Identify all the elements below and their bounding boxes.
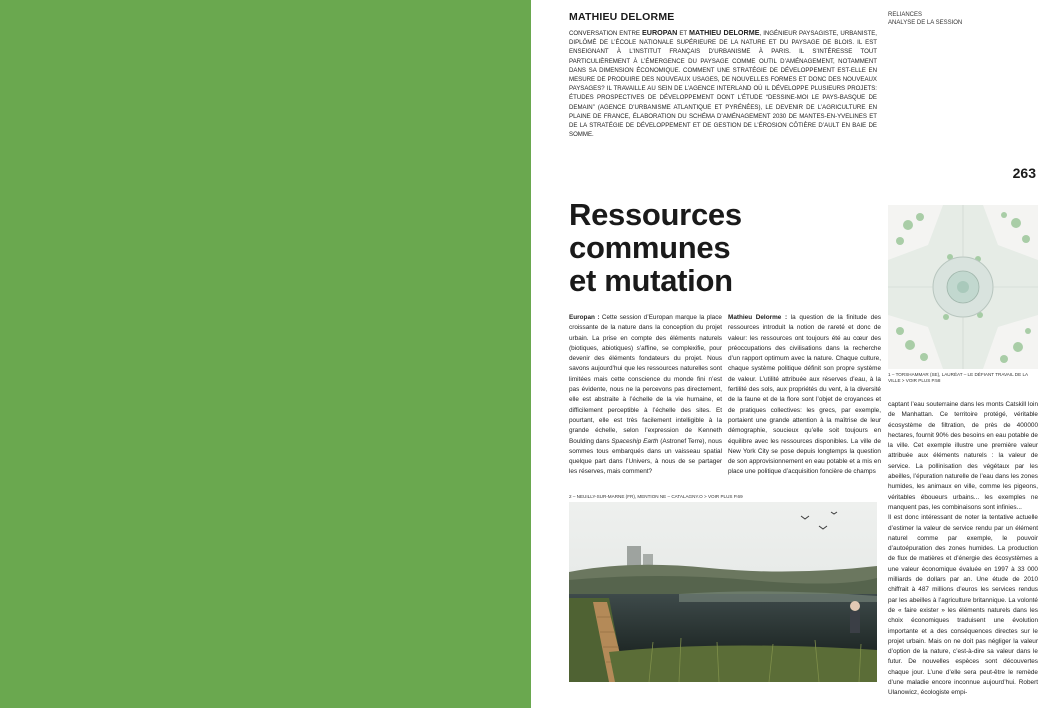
column-1-text: Cette session d’Europan marque la place croissante de la nature dans la conception du projet urbain. La prise en compte des éléments naturels (biotiques, abiotiques) s’affine, se complexifie, pour devenir des éléments fondateurs du projet. Nous savons aujourd’hui que les ressources naturelles sont limitées mais cette conscience du monde fini n’est pas évidente, nous ne la percevons pas directement, elle est abstraite à l’échelle de la vie humaine, et difficilement perceptible à l’échelle des sites. Et pourtant, elle est très facilement intelligible à la grande échelle, selon l’expression de Kenneth Boulding dans: [569, 314, 722, 445]
photo-caption: 2 – NEUILLY-SUR-MARNE (FR), MENTION NE – CATALAGNY.O > VOIR PLUS P.69: [569, 494, 743, 499]
book-title: Spaceship Earth: [611, 437, 659, 445]
rubric-line-1: RELIANCES: [888, 12, 923, 18]
page-number: 263: [1012, 165, 1036, 181]
section-rubric: [888, 11, 962, 27]
magazine-page: [531, 0, 1062, 708]
site-plan-drawing: [888, 205, 1038, 369]
title-line-1: Ressources: [569, 197, 742, 232]
column-2-text: la question de la finitude des ressources introduit la notion de rareté et donc de valeur: les ressources ont toujours été au cœur des préoccupations des civilisations dans la recherche d’un rapport optimum avec la nature. Chaque culture, chaque système politique définit son propre système de valeur. L’utilité attribuée aux réserves d’eau, à la fertilité des sols, aux propriétés du vent, à la diversité de la faune et de la flore sont l’objet de croyances et de pratiques collectives: les grecs, par exemple, portaient une grande attention à la maîtrise de leur démographie, soucieux qu’elle soit toujours en équilibre avec les ressources disponibles. La ville de New York City se pose depuis longtemps la question de son approvisionnement en eau potable et a mis en place une politique d’acquisition foncière de champs: [728, 314, 881, 476]
title-line-2: communes: [569, 230, 731, 265]
article-title: [569, 198, 742, 297]
wetland-scene: [569, 502, 877, 682]
intro-name: MATHIEU DELORME: [689, 28, 760, 37]
speaker-europan: Europan :: [569, 314, 600, 321]
wetland-photo: [569, 502, 877, 682]
article-column-3: [888, 400, 1038, 699]
column-3-text-2: Il est donc intéressant de noter la tentative actuelle d’estimer la valeur de service rendu par un élément naturel comme par exemple, le pouvoir d’autoépuration des zones humides. La production de flux de matières et d’énergie des écosystèmes a une valeur économique évaluée en 1997 à 33 000 milliards de dollars par an. Une étude de 2010 chiffrait à 487 millions d’euros les services rendus par les abeilles à l’agriculture britannique. La volonté de « faire exister » les éléments naturels dans les choix économiques traduisent une évolution importante et a des conséquences directes sur le projet urbain. Mais on ne doit pas négliger la valeur d’option de la nature, c’est-à-dire sa valeur dans le futur. De nouvelles espèces sont découvertes chaque jour. L’une d’elle sera peut-être le remède d’une maladie encore inconnue aujourd’hui. Robert Ulanowicz, écologiste empi-: [888, 514, 1038, 697]
plan-caption: 1 – TORSHAMMAR (SE), LAURÉAT – LE DÉFIANT TRAVAIL DE LA VILLE > VOIR PLUS P.58: [888, 372, 1028, 383]
intro-lead: CONVERSATION ENTRE: [569, 30, 642, 37]
title-line-3: et mutation: [569, 263, 733, 298]
intro-body: , INGÉNIEUR PAYSAGISTE, URBANISTE, DIPLÔMÉ DE L’ÉCOLE NATIONALE SUPÉRIEURE DE LA NATURE ET DU PAYSAGE DE BLOIS. IL EST ENSEIGNANT À L’INSTITUT FRANÇAIS D’URBANISME À PARIS. IL S’INTÉRESSE TOUT PARTICULIÈREMENT À L’ÉMERGENCE DU PAYSAGE COMME OUTIL D’AMÉNAGEMENT, NOTAMMENT DANS SA DIMENSION ÉCONOMIQUE. COMMENT UNE STRATÉGIE DE DÉVELOPPEMENT EST-ELLE EN MESURE DE PRODUIRE DES NOUVEAUX USAGES, DE NOUVELLES FORMES ET DONC DES NOUVEAUX PAYSAGES? IL TRAVAILLE AU SEIN DE L’AGENCE INTERLAND OÙ IL DÉVELOPPE PLUSIEURS PROJETS: ÉTUDES PROSPECTIVES DE DÉVELOPPEMENT DONT L’ÉTUDE “DESSINE-MOI LE PAYS-BASQUE DE DEMAIN” (AGENCE D’URBANISME ATLANTIQUE ET PYRÉNÉES), LE DEVENIR DE L’AGRICULTURE EN PLAINE DE FRANCE, ÉLABORATION DU SCHÉMA D’AMÉNAGEMENT 2030 DE MANTES-EN-YVELINES ET DE LA STRATÉGIE DE DÉVELOPPEMENT ET DE GESTION DE L’ÉROSION CÔTIÈRE D’AULT EN BAIE DE SOMME.: [569, 30, 878, 139]
author-name: MATHIEU DELORME: [569, 11, 675, 23]
column-3-text: captant l’eau souterraine dans les monts Catskill loin de Manhattan. Ce territoire protégé, véritable écosystème de filtration, de près de 400000 hectares, fournit 90% des besoins en eau potable de la ville. Cet exemple illustre une première valeur attribuée aux éléments naturels : la valeur de service. La pollinisation des végétaux par les abeilles, l’épuration naturelle de l’eau dans les zones humides, les animaux en ville, comme les pigeons, véritables éboueurs urbains... les exemples ne manquent pas, les combinaisons sont infinies...: [888, 401, 1038, 511]
article-column-2: [728, 313, 881, 478]
site-plan-image: [888, 205, 1038, 369]
intro-europan: EUROPAN: [641, 28, 678, 37]
article-column-1: [569, 313, 722, 478]
intro-paragraph: [569, 28, 877, 139]
speaker-delorme: Mathieu Delorme :: [728, 314, 788, 321]
rubric-line-2: ANALYSE DE LA SESSION: [888, 20, 963, 26]
column-1-tail: (Astronef Terre), nous sommes tous embarqués dans un vaisseau spatial quelque part dans l’Univers, à nous de se partager les réserves, mais comment?: [569, 437, 722, 476]
intro-and: ET: [677, 30, 690, 37]
